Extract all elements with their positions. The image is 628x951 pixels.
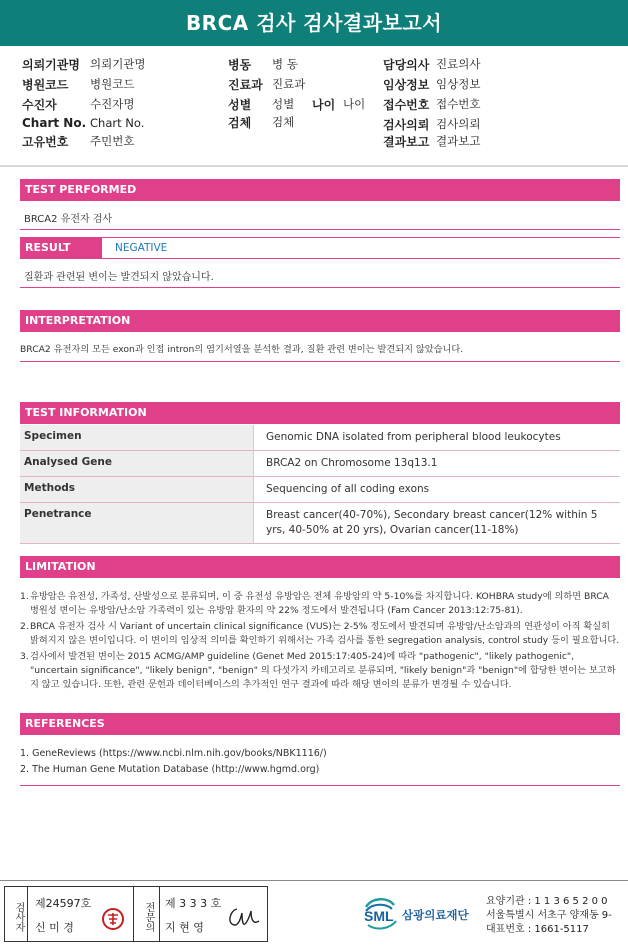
header-value: 성별 <box>272 97 295 111</box>
reviewer-label: 전문의 <box>143 902 154 932</box>
section-divider <box>20 287 620 288</box>
patient-header <box>0 50 628 160</box>
table-row <box>20 451 620 477</box>
institution-info <box>486 895 612 937</box>
table-row <box>20 425 620 451</box>
test-performed-text: BRCA2 유전자 검사 <box>24 214 113 225</box>
report-title: BRCA 검사 검사결과보고서 <box>0 0 628 46</box>
divider <box>27 887 28 941</box>
sml-logo-icon <box>362 893 480 933</box>
limitation-heading: LIMITATION <box>20 556 620 578</box>
footer-divider <box>0 880 628 881</box>
list-item: 3. 검사에서 발견된 변이는 2015 ACMG/AMP guideline (Genet Med 2015:17:405-24)에 따라 "pathogenic", "likely pathogenic", "uncertain significance", "likely benign", "benign" 의 다섯가지 카테고리로 분류되며, "likely benign"과 "benign"에 합당한 변이는 보고하지 않고 있습니다. 또한, 관련 문헌과 데이터베이스의 추가적인 연구 결과에 따라 해당 변이의 분류가 변경될 수 있습니다. <box>20 650 620 692</box>
header-value: 검사의뢰 <box>436 117 481 131</box>
header-label: 접수번호 <box>383 98 430 112</box>
test-information-table <box>20 425 620 544</box>
limitation-text: 유방암은 유전성, 가족성, 산발성으로 분류되며, 이 중 유전성 유방암은 전체 유방암의 약 5-10%를 차지합니다. KOHBRA study에 의하면 BRCA 병원성 변이는 유방암/난소암 가족력이 있는 유방암 환자의 약 22% 정도에서 발견됩니다 (Fam Cancer 2013:12:75-81). <box>30 591 609 616</box>
header-value: 결과보고 <box>436 134 481 148</box>
institution-address: 서울특별시 서초구 양재동 9- <box>486 910 612 921</box>
header-label: 성별 <box>228 98 252 112</box>
table-row <box>20 503 620 544</box>
limitation-list <box>20 590 620 694</box>
logo-name: 삼광의료재단 <box>402 908 469 922</box>
info-key: Analysed Gene <box>20 451 254 477</box>
header-label: 담당의사 <box>383 58 430 72</box>
header-value: 임상정보 <box>436 77 481 91</box>
references-list <box>20 746 327 778</box>
list-item: 1. GeneReviews (https://www.ncbi.nlm.nih.gov/books/NBK1116/) <box>20 748 327 759</box>
table-row <box>20 477 620 503</box>
header-label: 나이 <box>312 98 336 112</box>
info-key: Specimen <box>20 425 254 451</box>
info-key: Methods <box>20 477 254 503</box>
result-value: NEGATIVE <box>102 237 620 259</box>
test-information-heading: TEST INFORMATION <box>20 402 620 424</box>
info-key: Penetrance <box>20 503 254 544</box>
seal-stamp-icon <box>101 907 125 931</box>
tester-license-no: 제24597호 <box>35 897 92 910</box>
tester-name: 신 미 경 <box>35 921 74 934</box>
header-label: 병동 <box>228 58 252 72</box>
header-value: 접수번호 <box>436 97 481 111</box>
header-value: Chart No. <box>90 116 145 130</box>
result-heading: RESULT <box>20 237 102 259</box>
section-divider <box>20 361 620 362</box>
limitation-text: 검사에서 발견된 변이는 2015 ACMG/AMP guideline (Genet Med 2015:17:405-24)에 따라 "pathogenic", "likely pathogenic", "uncertain significance", "likely benign", "benign" 의 다섯가지 카테고리로 분류되며, "likely benign"과 "benign"에 합당한 변이는 보고하지 않고 있습니다. 또한, 관련 문헌과 데이터베이스의 추가적인 연구 결과에 따라 해당 변이의 분류가 변경될 수 있습니다. <box>30 651 616 690</box>
info-value: BRCA2 on Chromosome 13q13.1 <box>254 451 621 477</box>
header-label: 진료과 <box>228 78 263 92</box>
header-value: 병원코드 <box>90 77 135 91</box>
info-value: Genomic DNA isolated from peripheral blood leukocytes <box>254 425 621 451</box>
section-divider <box>20 229 620 230</box>
interpretation-text: BRCA2 유전자의 모든 exon과 인접 intron의 염기서열을 분석한 결과, 질환 관련 변이는 발견되지 않았습니다. <box>20 344 464 355</box>
header-value: 나이 <box>343 97 366 111</box>
interpretation-heading: INTERPRETATION <box>20 310 620 332</box>
header-value: 검체 <box>272 115 295 129</box>
header-label: 병원코드 <box>22 78 69 92</box>
institution-code: 요양기관 : 1 1 3 6 5 2 0 0 <box>486 896 608 907</box>
header-label: 검체 <box>228 116 252 130</box>
header-label: 임상정보 <box>383 78 430 92</box>
test-performed-heading: TEST PERFORMED <box>20 179 620 201</box>
header-value: 진료의사 <box>436 57 481 71</box>
header-label: 고유번호 <box>22 135 69 149</box>
tester-label: 검사자 <box>13 902 24 932</box>
header-value: 주민번호 <box>90 134 135 148</box>
list-item: 2. The Human Gene Mutation Database (http://www.hgmd.org) <box>20 764 320 775</box>
header-label: Chart No. <box>22 116 87 130</box>
institution-phone: 대표번호 : 1661-5117 <box>486 924 589 935</box>
signature-icon <box>225 905 261 931</box>
header-value: 수진자명 <box>90 97 135 111</box>
header-value: 병 동 <box>272 57 298 71</box>
header-divider <box>0 165 628 167</box>
header-value: 의뢰기관명 <box>90 57 146 71</box>
list-item: 2. BRCA 유전자 검사 시 Variant of uncertain clinical significance (VUS)는 2-5% 정도에서 발견되며 유방암/난소암과의 연관성이 아직 확실히 밝혀지지 않은 변이입니다. 이 변이의 임상적 의미를 확인하기 위해서는 가족 검사를 통한 segregation analysis, control study 등이 필요합니다. <box>20 621 620 646</box>
references-heading: REFERENCES <box>20 713 620 735</box>
header-label: 검사의뢰 <box>383 118 430 132</box>
info-value: Breast cancer(40-70%), Secondary breast cancer(12% within 5 yrs, 40-50% at 20 yrs), Ovarian cancer(11-18%) <box>254 503 621 544</box>
section-divider <box>20 785 620 786</box>
logo-abbr: SML <box>364 908 394 924</box>
result-text: 질환과 관련된 변이는 발견되지 않았습니다. <box>24 272 214 283</box>
reviewer-name: 지 현 영 <box>165 921 204 934</box>
header-label: 수진자 <box>22 98 57 112</box>
limitation-text: BRCA 유전자 검사 시 Variant of uncertain clinical significance (VUS)는 2-5% 정도에서 발견되며 유방암/난소암과의 연관성이 아직 확실히 밝혀지지 않은 변이입니다. 이 변이의 임상적 의미를 확인하기 위해서는 가족 검사를 통한 segregation analysis, control study 등이 필요합니다. <box>30 621 620 646</box>
header-label: 결과보고 <box>383 135 430 149</box>
reviewer-license-no: 제 3 3 3 호 <box>165 897 222 910</box>
list-item: 1. 유방암은 유전성, 가족성, 산발성으로 분류되며, 이 중 유전성 유방암은 전체 유방암의 약 5-10%를 차지합니다. KOHBRA study에 의하면 BRCA 병원성 변이는 유방암/난소암 가족력이 있는 유방암 환자의 약 22% 정도에서 발견됩니다 (Fam Cancer 2013:12:75-81). <box>20 590 620 618</box>
signature-box <box>4 886 268 942</box>
divider <box>159 887 160 941</box>
info-value: Sequencing of all coding exons <box>254 477 621 503</box>
header-value: 진료과 <box>272 77 306 91</box>
header-label: 의뢰기관명 <box>22 58 80 72</box>
divider <box>133 887 134 941</box>
